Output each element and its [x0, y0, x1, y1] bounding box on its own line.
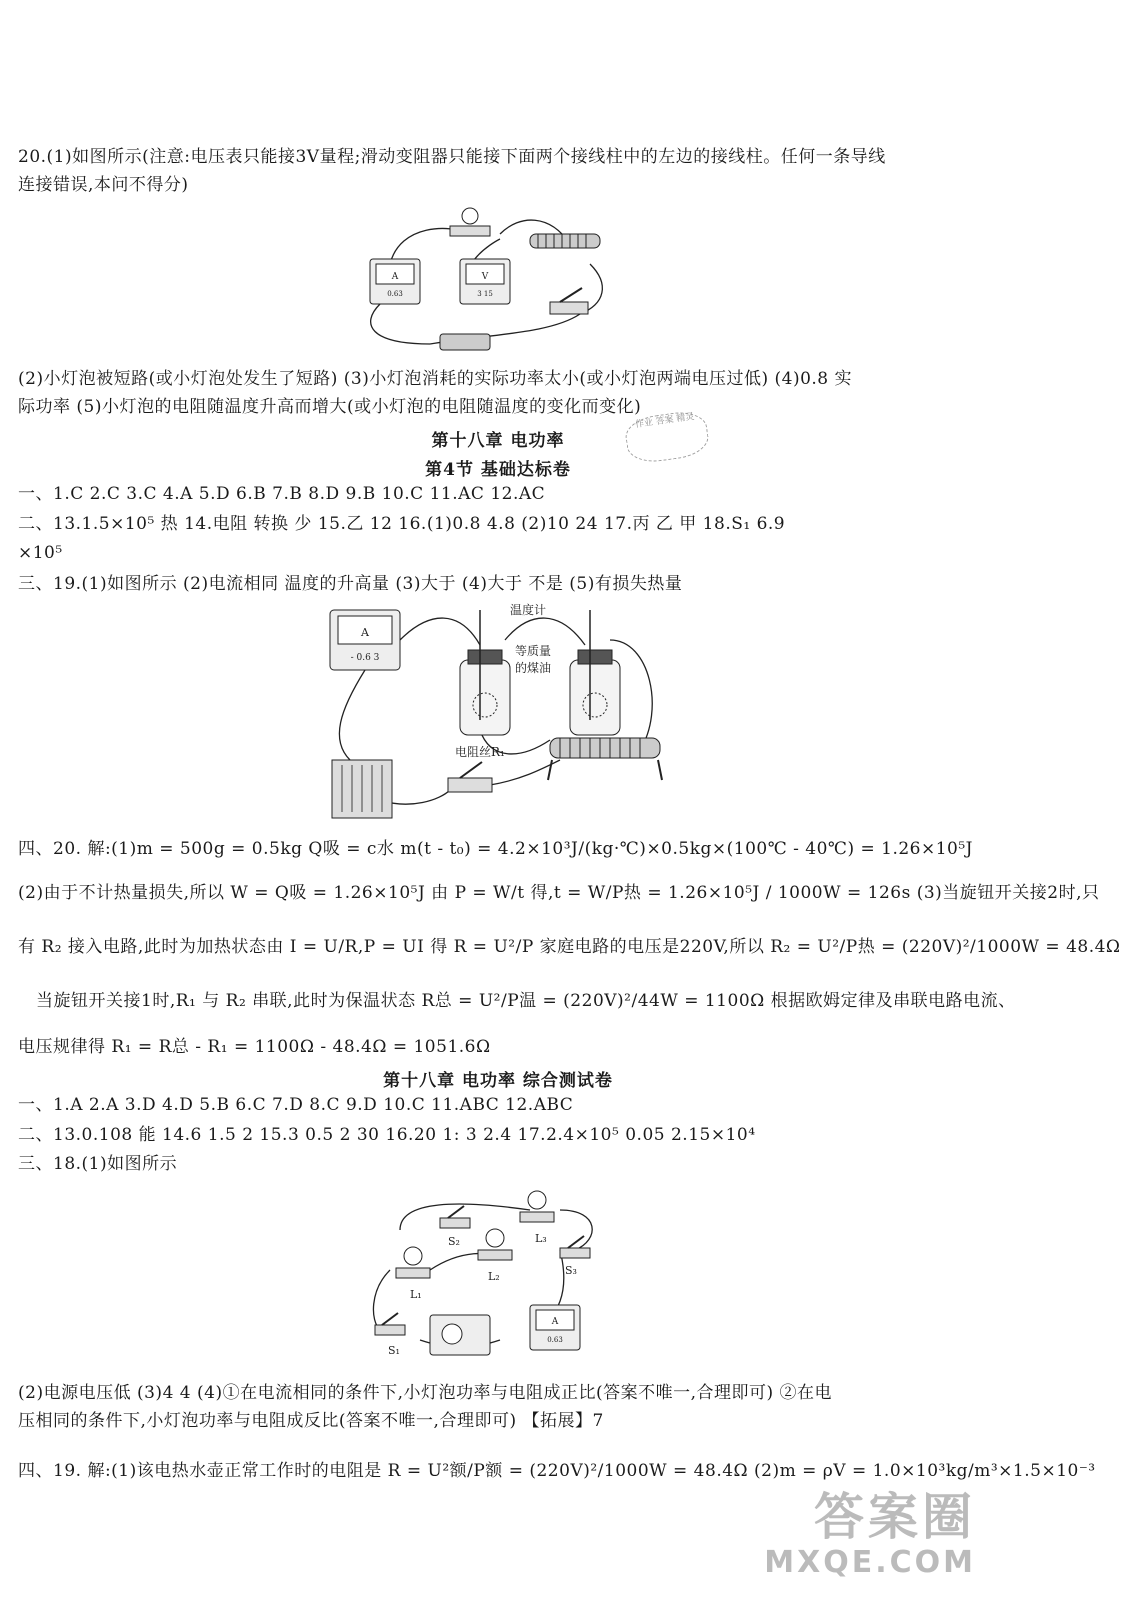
watermark-big: 答案圈	[814, 1488, 976, 1546]
figure-circuit-lamp-meters	[350, 204, 620, 354]
kerosene-label-2: 的煤油	[515, 661, 552, 675]
ch18-part2-line-1: 二、13.1.5×10⁵ 热 14.电阻 转换 少 15.乙 12 16.(1)0.8 4.8 (2)10 24 17.丙 乙 甲 18.S₁ 6.9	[18, 514, 786, 534]
watermark-logo	[764, 1489, 976, 1580]
ch18-part4-line-1: 四、20. 解:(1)m = 500g = 0.5kg Q吸 = c水 m(t - t₀) = 4.2×10³J/(kg·℃)×0.5kg×(100℃ - 40℃) = 1.26×10⁵J	[18, 839, 973, 859]
section-title: 第4节 基础达标卷	[425, 460, 571, 480]
ch18-part1: 一、1.C 2.C 3.C 4.A 5.D 6.B 7.B 8.D 9.B 10.C 11.AC 12.AC	[18, 484, 546, 504]
ch18-part4-line-4: 当旋钮开关接1时,R₁ 与 R₂ 串联,此时为保温状态 R总 = U²/P温 = (220V)²/44W = 1100Ω 根据欧姆定律及串联电路电流、	[36, 991, 1016, 1011]
lamp-l1-label: L₁	[410, 1288, 422, 1301]
thermometer-label: 温度计	[510, 603, 547, 617]
comp-part2: 二、13.0.108 能 14.6 1.5 2 15.3 0.5 2 30 16.20 1: 3 2.4 17.2.4×10⁵ 0.05 2.15×10⁴	[18, 1125, 756, 1145]
comprehensive-title: 第十八章 电功率 综合测试卷	[383, 1071, 613, 1091]
svg-text:0.63: 0.63	[387, 290, 403, 298]
comp-answers-line-2: 压相同的条件下,小灯泡功率与电阻成反比(答案不唯一,合理即可) 【拓展】7	[18, 1411, 604, 1431]
watermark-small: MXQE.COM	[764, 1545, 976, 1580]
stamp: 作业 答案 精灵	[623, 409, 711, 466]
resistor-r1-label: 电阻丝R₁	[455, 745, 505, 759]
comp-answers-line-1: (2)电源电压低 (3)4 4 (4)①在电流相同的条件下,小灯泡功率与电阻成正比(答案不唯一,合理即可) ②在电	[18, 1383, 833, 1403]
lamp-l2-label: L₂	[488, 1270, 500, 1283]
ch18-part4-line-3: 有 R₂ 接入电路,此时为加热状态由 I = U/R,P = UI 得 R = U²/P 家庭电路的电压是220V,所以 R₂ = U²/P热 = (220V)²/1000W = 48.4Ω	[18, 937, 1121, 957]
svg-text:3 15: 3 15	[477, 290, 493, 298]
q20-answers-line-2: 际功率 (5)小灯泡的电阻随温度升高而增大(或小灯泡的电阻随温度的变化而变化)	[18, 397, 642, 417]
svg-text:A: A	[551, 1317, 559, 1327]
ch18-part3: 三、19.(1)如图所示 (2)电流相同 温度的升高量 (3)大于 (4)大于 不是 (5)有损失热量	[18, 574, 683, 594]
switch-s1-label: S₁	[388, 1344, 400, 1357]
chapter-title: 第十八章 电功率	[431, 431, 565, 451]
ammeter-label: A	[361, 626, 369, 639]
ch18-part2-line-2: ×10⁵	[18, 543, 63, 563]
svg-text:0.63: 0.63	[547, 1336, 563, 1344]
comp-part1: 一、1.A 2.A 3.D 4.D 5.B 6.C 7.D 8.C 9.D 10.C 11.ABC 12.ABC	[18, 1095, 574, 1115]
comp-part3: 三、18.(1)如图所示	[18, 1154, 178, 1174]
svg-text:A: A	[391, 272, 399, 282]
q20-line-1: 20.(1)如图所示(注意:电压表只能接3V量程;滑动变阻器只能接下面两个接线柱中的左边的接线柱。任何一条导线	[18, 147, 886, 167]
ch18-part4-line-2: (2)由于不计热量损失,所以 W = Q吸 = 1.26×10⁵J 由 P = W/t 得,t = W/P热 = 1.26×10⁵J / 1000W = 126s (3)当旋钮开关接2时,只	[18, 883, 1100, 903]
q20-line-2: 连接错误,本问不得分)	[18, 175, 189, 195]
switch-s2-label: S₂	[448, 1235, 460, 1248]
comp-part4: 四、19. 解:(1)该电热水壶正常工作时的电阻是 R = U²额/P额 = (220V)²/1000W = 48.4Ω (2)m = ρV = 1.0×10³kg/m³×1.5×10⁻³	[18, 1461, 1096, 1481]
figure-joule-heating	[320, 600, 680, 830]
switch-s3-label: S₃	[565, 1264, 577, 1277]
ch18-part4-line-5: 电压规律得 R₁ = R总 - R₁ = 1100Ω - 48.4Ω = 1051.6Ω	[18, 1037, 491, 1057]
q20-answers-line-1: (2)小灯泡被短路(或小灯泡处发生了短路) (3)小灯泡消耗的实际功率太小(或小灯泡两端电压过低) (4)0.8 实	[18, 369, 853, 389]
kerosene-label-1: 等质量	[515, 644, 552, 658]
ammeter-scale: - 0.6 3	[350, 653, 380, 663]
svg-text:V: V	[481, 272, 489, 282]
figure-three-lamp-circuit	[360, 1190, 610, 1360]
lamp-l3-label: L₃	[535, 1232, 547, 1245]
